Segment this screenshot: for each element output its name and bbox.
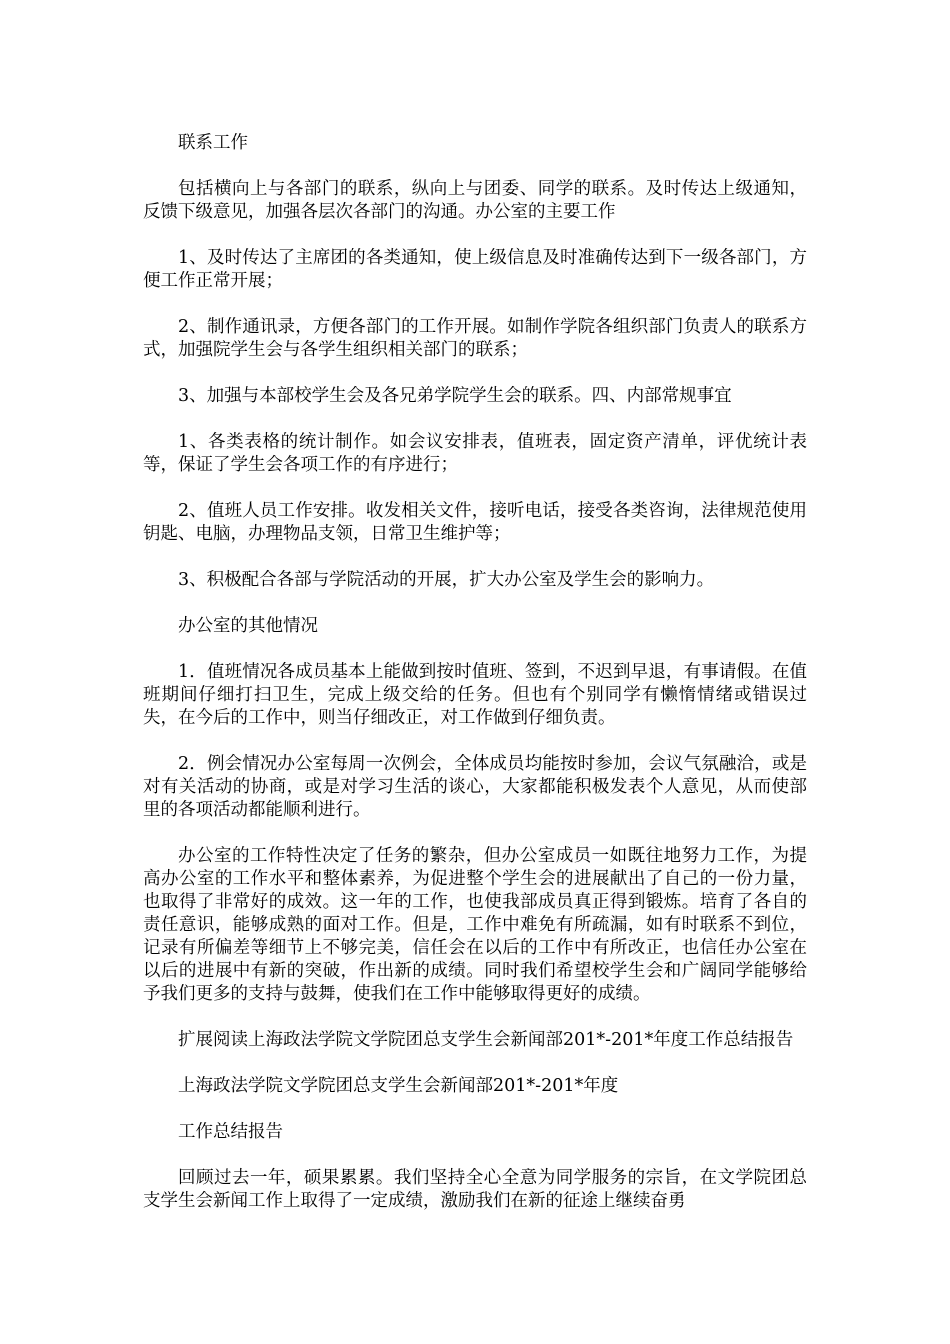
paragraph: 1．值班情况各成员基本上能做到按时值班、签到，不迟到早退，有事请假。在值班期间仔细打扫卫生，完成上级交给的任务。但也有个别同学有懒惰情绪或错误过失，在今后的工作中，则当仔细改正，对工作做到仔细负责。 bbox=[143, 662, 807, 728]
paragraph: 办公室的工作特性决定了任务的繁杂，但办公室成员一如既往地努力工作，为提高办公室的工作水平和整体素养，为促进整个学生会的进展献出了自己的一份力量，也取得了非常好的成效。这一年的工作，也使我部成员真正得到锻炼。培育了各自的责任意识，能够成熟的面对工作。但是，工作中难免有所疏漏，如有时联系不到位，记录有所偏差等细节上不够完美，信任会在以后的工作中有所改正，也信任办公室在以后的进展中有新的突破，作出新的成绩。同时我们希望校学生会和广阔同学能够给予我们更多的支持与鼓舞，使我们在工作中能够取得更好的成绩。 bbox=[143, 846, 807, 1004]
report-subtitle: 工作总结报告 bbox=[178, 1122, 283, 1142]
paragraph: 2、值班人员工作安排。收发相关文件，接听电话，接受各类咨询，法律规范使用钥匙、电脑，办理物品支领，日常卫生维护等； bbox=[143, 501, 807, 544]
paragraph: 2．例会情况办公室每周一次例会，全体成员均能按时参加，会议气氛融洽，或是对有关活动的协商，或是对学习生活的谈心，大家都能积极发表个人意见，从而使部里的各项活动都能顺利进行。 bbox=[143, 754, 807, 820]
paragraph: 包括横向上与各部门的联系，纵向上与团委、同学的联系。及时传达上级通知，反馈下级意见，加强各层次各部门的沟通。办公室的主要工作 bbox=[143, 179, 807, 222]
paragraph: 1、及时传达了主席团的各类通知，使上级信息及时准确传达到下一级各部门，方便工作正常开展； bbox=[143, 248, 807, 291]
paragraph: 1、各类表格的统计制作。如会议安排表，值班表，固定资产清单，评优统计表等，保证了学生会各项工作的有序进行； bbox=[143, 432, 807, 475]
paragraph: 3、加强与本部校学生会及各兄弟学院学生会的联系。四、内部常规事宜 bbox=[178, 386, 732, 406]
paragraph: 联系工作 bbox=[178, 133, 248, 153]
paragraph: 扩展阅读上海政法学院文学院团总支学生会新闻部201*-201*年度工作总结报告 bbox=[178, 1030, 794, 1050]
document-page bbox=[143, 132, 807, 1236]
paragraph: 2、制作通讯录，方便各部门的工作开展。如制作学院各组织部门负责人的联系方式，加强院学生会与各学生组织相关部门的联系； bbox=[143, 317, 807, 360]
paragraph: 3、积极配合各部与学院活动的开展，扩大办公室及学生会的影响力。 bbox=[178, 570, 715, 590]
report-title: 上海政法学院文学院团总支学生会新闻部201*-201*年度 bbox=[178, 1076, 619, 1096]
paragraph: 回顾过去一年，硕果累累。我们坚持全心全意为同学服务的宗旨，在文学院团总支学生会新闻工作上取得了一定成绩，激励我们在新的征途上继续奋勇 bbox=[143, 1168, 807, 1211]
section-heading: 办公室的其他情况 bbox=[178, 616, 318, 636]
